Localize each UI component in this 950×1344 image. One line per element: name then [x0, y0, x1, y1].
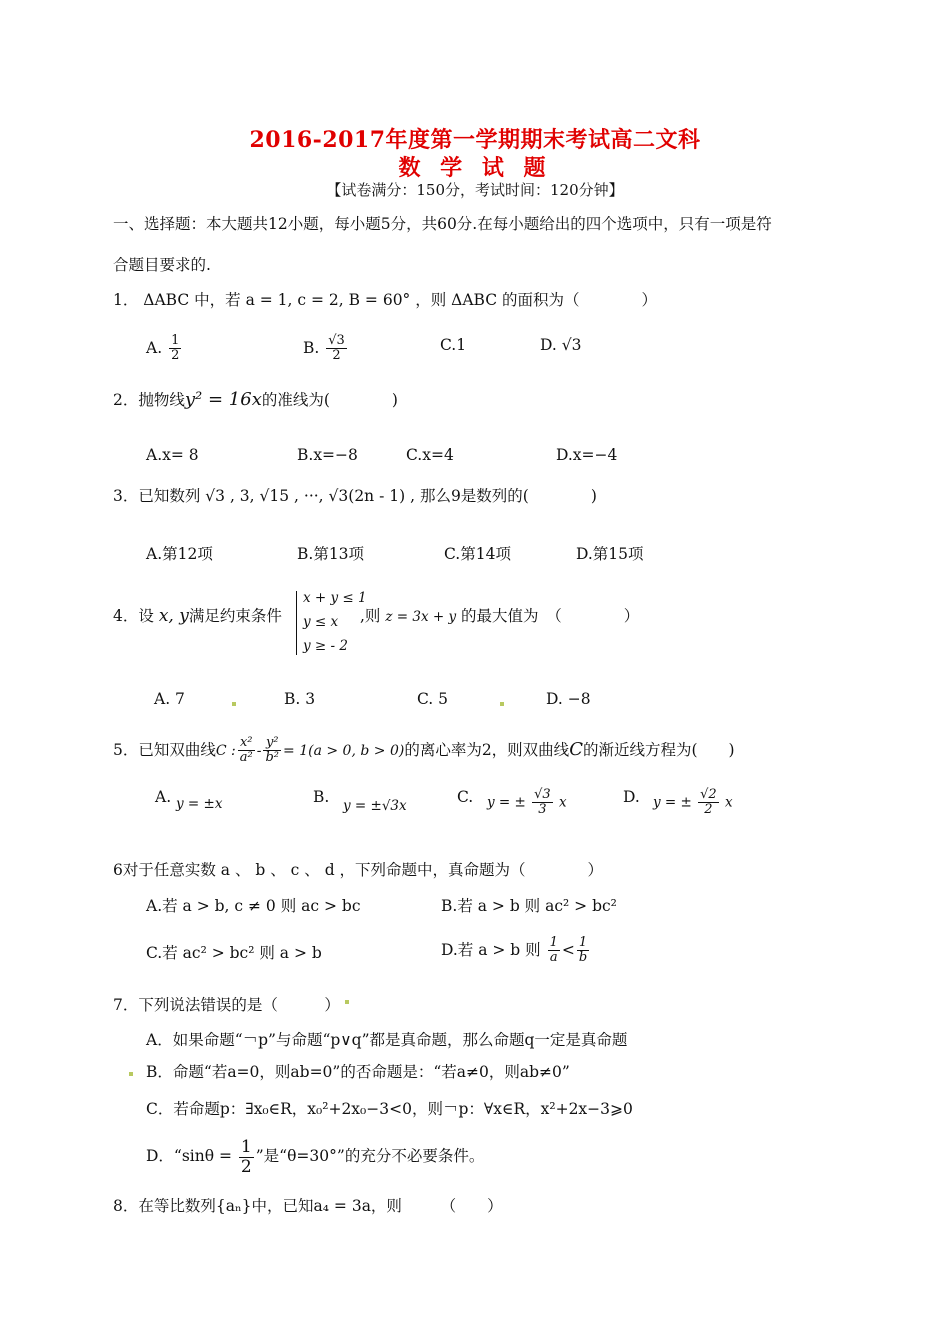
question-5-stem: 5．已知双曲线C : $\frac{\text{x²}}{\text{a²}}$ - $\frac{\text{y²}}{\text{b²}}$ = 1(a > 0, b > 0)的离心率为2，则双曲线C的渐近线方程为( ) — [113, 735, 735, 766]
q5-option-c-eq: y = ± $\frac{√3}{3}$ x — [487, 787, 567, 818]
q3-option-b: B.第13项 — [297, 545, 365, 563]
question-6-stem: 6对于任意实数 a 、 b 、 c 、 d ，下列命题中，真命题为（ ） — [113, 861, 604, 879]
q2-option-b: B.x=−8 — [297, 446, 358, 464]
q4-option-a: A. 7 — [154, 690, 185, 708]
q7-option-a: A．如果命题“￢p”与命题“p∨q”都是真命题，那么命题q一定是真命题 — [146, 1031, 628, 1049]
q4-option-c: C. 5 — [417, 690, 449, 708]
q6-option-b: B.若 a > b 则 ac² > bc² — [441, 897, 617, 915]
q5-x-fraction: $\frac{\text{x²}}{\text{a²}}$ — [239, 735, 253, 766]
question-4-stem-post: ,则 z = 3x + y 的最大值为 （ ） — [360, 607, 640, 625]
q1-option-a-fraction: $\frac{1}{2}$ — [171, 333, 180, 364]
q2-option-a: A.x= 8 — [146, 446, 199, 464]
question-3-stem: 3．已知数列 √3 , 3, √15 , ···, √3(2n - 1) , 那么9是数列的( ) — [113, 487, 597, 505]
q6-option-c: C.若 ac² > bc² 则 a > b — [146, 944, 322, 962]
page-title: 2016-2017年度第一学期期末考试高二文科 — [249, 127, 701, 153]
q7-option-b: B．命题“若a=0，则ab=0”的否命题是：“若a≠0，则ab≠0” — [146, 1063, 570, 1081]
q3-option-d: D.第15项 — [576, 545, 644, 563]
q5-option-d: D. — [623, 788, 640, 806]
q2-option-d: D.x=−4 — [556, 446, 618, 464]
q1-option-b — [303, 334, 349, 364]
q4-constraint-brace — [296, 591, 297, 655]
q3-option-c: C.第14项 — [444, 545, 511, 563]
decoration-dot — [232, 702, 236, 706]
q5-option-d-eq: y = ± $\frac{√2}{2}$ x — [653, 787, 733, 818]
q5-option-a-eq: y = ±x — [176, 796, 223, 812]
q1-option-b-label: B. — [303, 338, 320, 357]
q5-option-c: C. — [457, 788, 474, 806]
q4-constraint-3: y ≥ - 2 — [303, 638, 348, 654]
q5-option-b-eq: y = ±√3x — [343, 798, 407, 814]
q4-constraint-2: y ≤ x — [303, 614, 339, 630]
q4-constraint-1: x + y ≤ 1 — [303, 590, 367, 606]
q7-option-d: D．“sinθ = $\frac{1}{2}$ ”是“θ=30°”的充分不必要条件。 — [146, 1137, 485, 1177]
q5-option-b: B. — [313, 788, 330, 806]
section-instructions-line1: 一、选择题：本大题共12小题，每小题5分，共60分.在每小题给出的四个选项中，只有一项是符 — [113, 215, 772, 233]
decoration-dot — [129, 1072, 133, 1076]
page-subtitle: 数 学 试 题 — [398, 155, 552, 181]
q1-option-c: C.1 — [440, 336, 467, 354]
q6-option-a: A.若 a > b, c ≠ 0 则 ac > bc — [146, 897, 361, 915]
q4-option-b: B. 3 — [284, 690, 316, 708]
section-instructions-line2: 合题目要求的. — [113, 256, 211, 274]
exam-info: 【试卷满分：150分，考试时间：120分钟】 — [326, 181, 624, 199]
question-1-stem: 1． ΔABC 中，若 a = 1, c = 2, B = 60° ，则 ΔABC 的面积为（ ） — [113, 291, 658, 309]
question-7-stem: 7．下列说法错误的是（ ） — [113, 996, 340, 1014]
question-4-stem-pre: 4．设 x, y满足约束条件 — [113, 606, 282, 626]
q5-option-a: A. — [155, 788, 172, 806]
q7-option-c: C．若命题p：∃x₀∈R，x₀²+2x₀−3<0，则￢p：∀x∈R，x²+2x−3⩾0 — [146, 1100, 633, 1118]
q1-option-b-fraction: $\frac{√3}{2}$ — [328, 333, 345, 364]
q2-option-c: C.x=4 — [406, 446, 454, 464]
q3-option-a: A.第12项 — [146, 545, 213, 563]
decoration-dot — [500, 702, 504, 706]
q1-option-d: D. √3 — [540, 336, 582, 354]
q1-option-a — [146, 334, 183, 364]
q1-option-a-label: A. — [146, 338, 163, 357]
q5-y-fraction: $\frac{\text{y²}}{\text{b²}}$ — [265, 735, 280, 766]
q4-option-d: D. −8 — [546, 690, 591, 708]
question-2-stem: 2．抛物线y² = 16x的准线为( ) — [113, 389, 398, 410]
question-8-stem: 8．在等比数列{aₙ}中，已知a₄ = 3a，则 （ ） — [113, 1197, 503, 1215]
q6-option-d: D.若 a > b 则 $\frac{1}{a}$ < $\frac{1}{b}$ — [441, 935, 588, 966]
decoration-dot — [345, 1000, 349, 1004]
